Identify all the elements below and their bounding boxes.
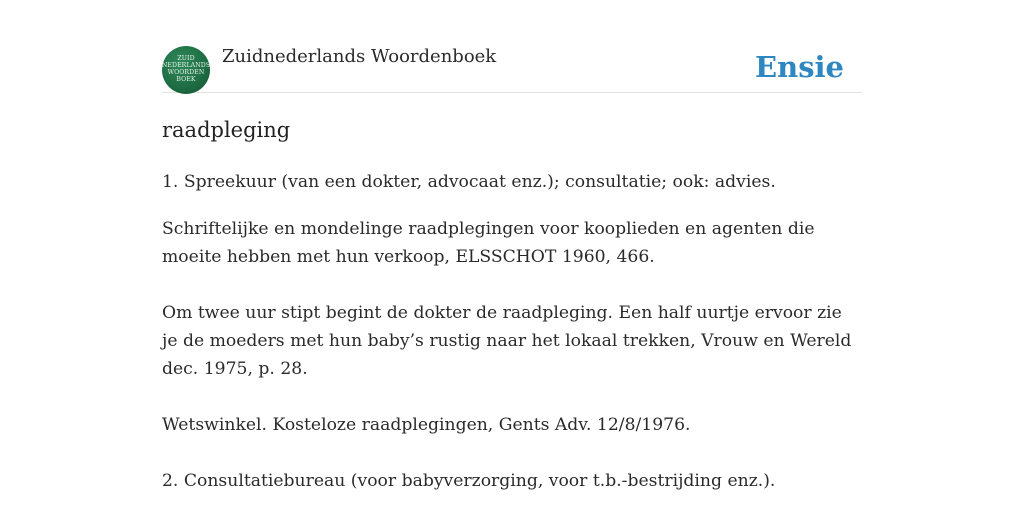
logo-line: NEDERLANDS: [162, 62, 210, 70]
definition-2: 2. Consultatiebureau (voor babyverzorging, voor t.b.-bestrijding enz.).: [162, 471, 776, 491]
logo-line: BOEK: [176, 75, 196, 83]
logo-line: WOORDEN: [167, 69, 205, 76]
definition-1: 1. Spreekuur (van een dokter, advocaat enz.); consultatie; ook: advies.: [162, 172, 776, 192]
dictionary-logo[interactable]: [162, 46, 210, 94]
site-header: [162, 44, 862, 93]
logo-line: ZUID: [177, 55, 195, 63]
ensie-brand-link[interactable]: Ensie: [755, 50, 844, 84]
dictionary-title-link[interactable]: Zuidnederlands Woordenboek: [222, 46, 497, 67]
example-quote-3: Wetswinkel. Kosteloze raadplegingen, Gents Adv. 12/8/1976.: [162, 415, 691, 435]
entry-headword: raadpleging: [162, 118, 291, 142]
example-quote-2: Om twee uur stipt begint de dokter de raadpleging. Een half uurtje ervoor zie je de moeders met hun baby’s rustig naar het lokaal trekken, Vrouw en Wereld dec. 1975, p. 28.: [162, 303, 852, 379]
entry-content: [162, 114, 862, 495]
example-quote-1: Schriftelijke en mondelinge raadplegingen voor kooplieden en agenten die moeite hebben met hun verkoop, ELSSCHOT 1960, 466.: [162, 219, 815, 267]
